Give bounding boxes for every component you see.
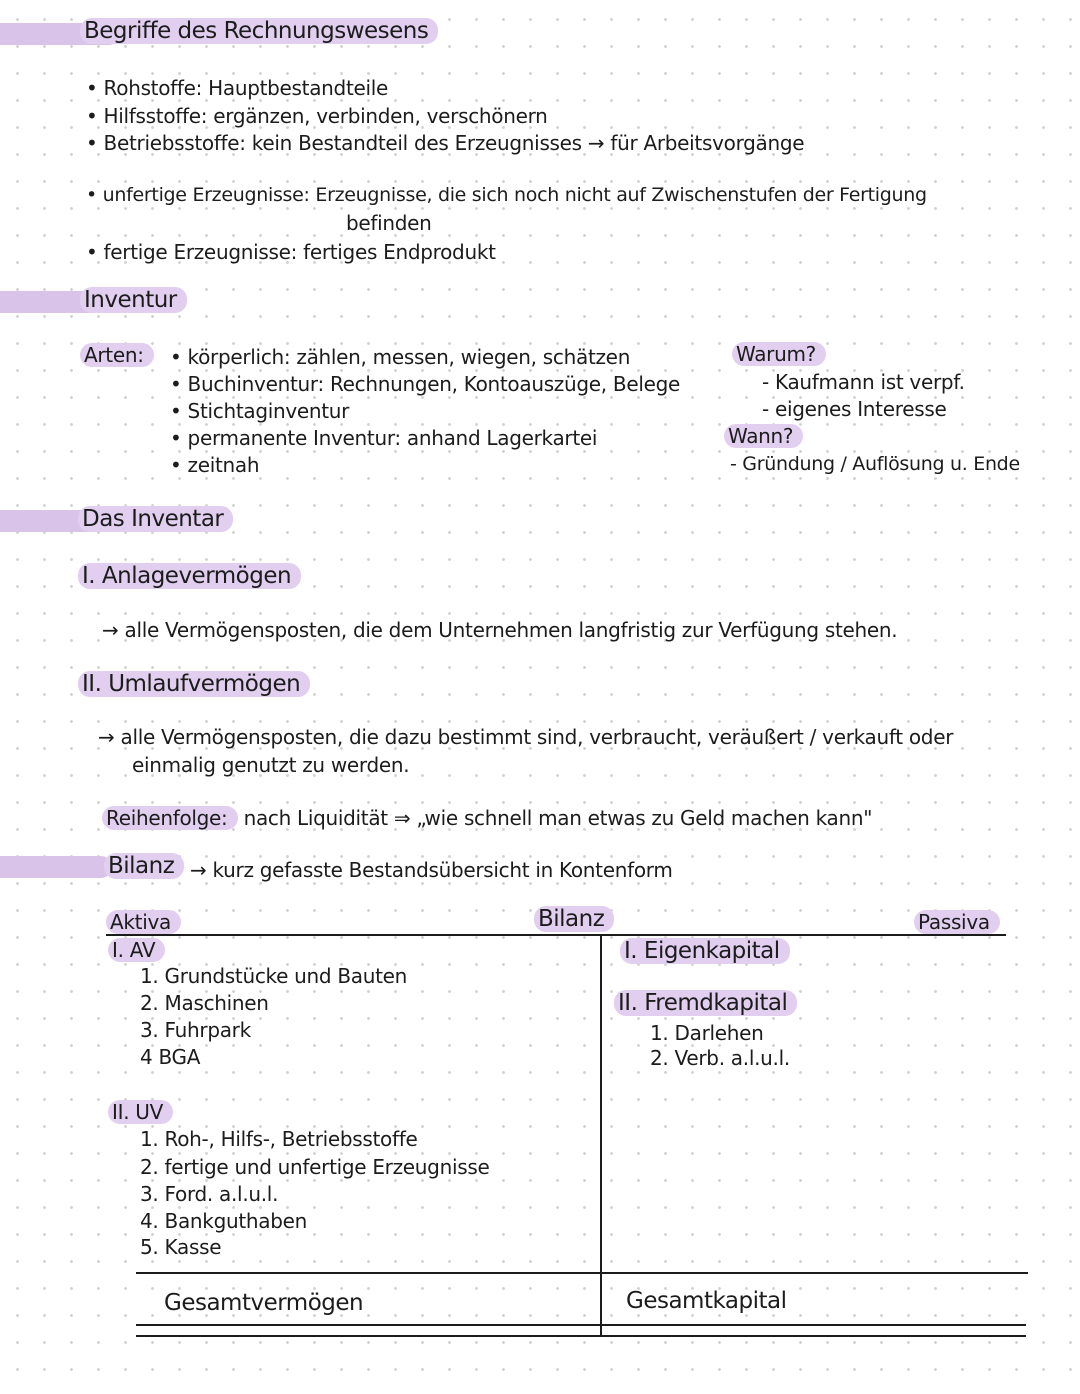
bilanz-title — [534, 906, 614, 932]
list-item: 3. Ford. a.l.u.l. — [140, 1182, 279, 1206]
list-item: • unfertige Erzeugnisse: Erzeugnisse, die sich noch nicht auf Zwischenstufen der Fertigung — [86, 184, 927, 206]
fremdkapital-text: II. Fremdkapital — [614, 990, 797, 1016]
list-item: • Betriebsstoffe: kein Bestandteil des Erzeugnisses → für Arbeitsvorgänge — [86, 131, 805, 155]
arten-label — [80, 343, 154, 367]
list-item: • zeitnah — [170, 453, 260, 477]
list-item: - eigenes Interesse — [762, 397, 947, 421]
subheading-text: I. Anlagevermögen — [78, 563, 301, 589]
list-item: • Stichtaginventur — [170, 399, 350, 423]
warum-label — [732, 342, 826, 366]
bilanz-label-text: Bilanz — [104, 853, 184, 879]
section-title-inventur — [80, 287, 187, 313]
aktiva-text: Aktiva — [106, 910, 181, 934]
wann-label-text: Wann? — [724, 424, 803, 448]
section-title-text: Begriffe des Rechnungswesens — [80, 18, 438, 44]
passiva-text: Passiva — [914, 910, 1000, 934]
list-item: - Kaufmann ist verpf. — [762, 370, 965, 394]
section-title-text: Inventur — [80, 287, 187, 313]
section-title-begriffe — [80, 18, 438, 44]
gesamtkapital-total: Gesamtkapital — [626, 1288, 787, 1314]
subheading-anlagevermoegen — [78, 563, 301, 589]
list-item: 1. Darlehen — [650, 1021, 764, 1045]
t-account-double-line-2 — [136, 1335, 1026, 1337]
bilanz-description: → kurz gefasste Bestandsübersicht in Kontenform — [190, 858, 673, 882]
uv-label — [108, 1100, 173, 1124]
eigenkapital-text: I. Eigenkapital — [620, 938, 790, 964]
fremdkapital-label — [614, 990, 797, 1016]
section-title-inventar — [78, 506, 233, 532]
list-item: 3. Fuhrpark — [140, 1018, 251, 1042]
paragraph-continuation: einmalig genutzt zu werden. — [132, 753, 410, 777]
warum-label-text: Warum? — [732, 342, 826, 366]
bilanz-title-text: Bilanz — [534, 906, 614, 932]
gesamtvermoegen-total: Gesamtvermögen — [164, 1290, 364, 1316]
list-item: - Gründung / Auflösung u. Ende — [730, 453, 1020, 475]
reihenfolge-text: nach Liquidität ⇒ „wie schnell man etwas zu Geld machen kann" — [243, 806, 873, 830]
list-item: • permanente Inventur: anhand Lagerkartei — [170, 426, 598, 450]
list-item: 2. Verb. a.l.u.l. — [650, 1046, 790, 1070]
wann-label — [724, 424, 803, 448]
t-account-double-line-1 — [136, 1324, 1026, 1326]
bilanz-label — [104, 853, 184, 879]
aktiva-label — [106, 910, 181, 934]
subheading-umlaufvermoegen — [78, 671, 310, 697]
list-item: 4. Bankguthaben — [140, 1209, 307, 1233]
paragraph: → alle Vermögensposten, die dem Unternehmen langfristig zur Verfügung stehen. — [102, 618, 898, 642]
list-item: 2. fertige und unfertige Erzeugnisse — [140, 1155, 490, 1179]
uv-label-text: II. UV — [108, 1100, 173, 1124]
reihenfolge-label: Reihenfolge: — [102, 806, 238, 830]
reihenfolge-line — [102, 806, 872, 830]
list-item: • Rohstoffe: Hauptbestandteile — [86, 76, 389, 100]
av-label — [108, 938, 165, 962]
list-item: • Hilfsstoffe: ergänzen, verbinden, verschönern — [86, 104, 548, 128]
list-item: 5. Kasse — [140, 1235, 222, 1259]
list-item: 1. Roh-, Hilfs-, Betriebsstoffe — [140, 1127, 418, 1151]
paragraph: → alle Vermögensposten, die dazu bestimmt sind, verbraucht, veräußert / verkauft oder — [98, 725, 954, 749]
eigenkapital-label — [620, 938, 790, 964]
t-account-divider — [600, 934, 602, 1336]
highlight-band — [0, 856, 112, 878]
t-account-top-line — [106, 934, 1006, 936]
list-item-continuation: befinden — [346, 211, 432, 235]
list-item: • fertige Erzeugnisse: fertiges Endprodukt — [86, 240, 496, 264]
list-item: • Buchinventur: Rechnungen, Kontoauszüge, Belege — [170, 372, 680, 396]
section-title-text: Das Inventar — [78, 506, 233, 532]
t-account-total-line — [136, 1272, 1028, 1274]
passiva-label — [914, 910, 1000, 934]
list-item: 2. Maschinen — [140, 991, 269, 1015]
list-item: 4 BGA — [140, 1045, 201, 1069]
list-item: • körperlich: zählen, messen, wiegen, schätzen — [170, 345, 631, 369]
subheading-text: II. Umlaufvermögen — [78, 671, 310, 697]
list-item: 1. Grundstücke und Bauten — [140, 964, 408, 988]
av-label-text: I. AV — [108, 938, 165, 962]
arten-label-text: Arten: — [80, 343, 154, 367]
